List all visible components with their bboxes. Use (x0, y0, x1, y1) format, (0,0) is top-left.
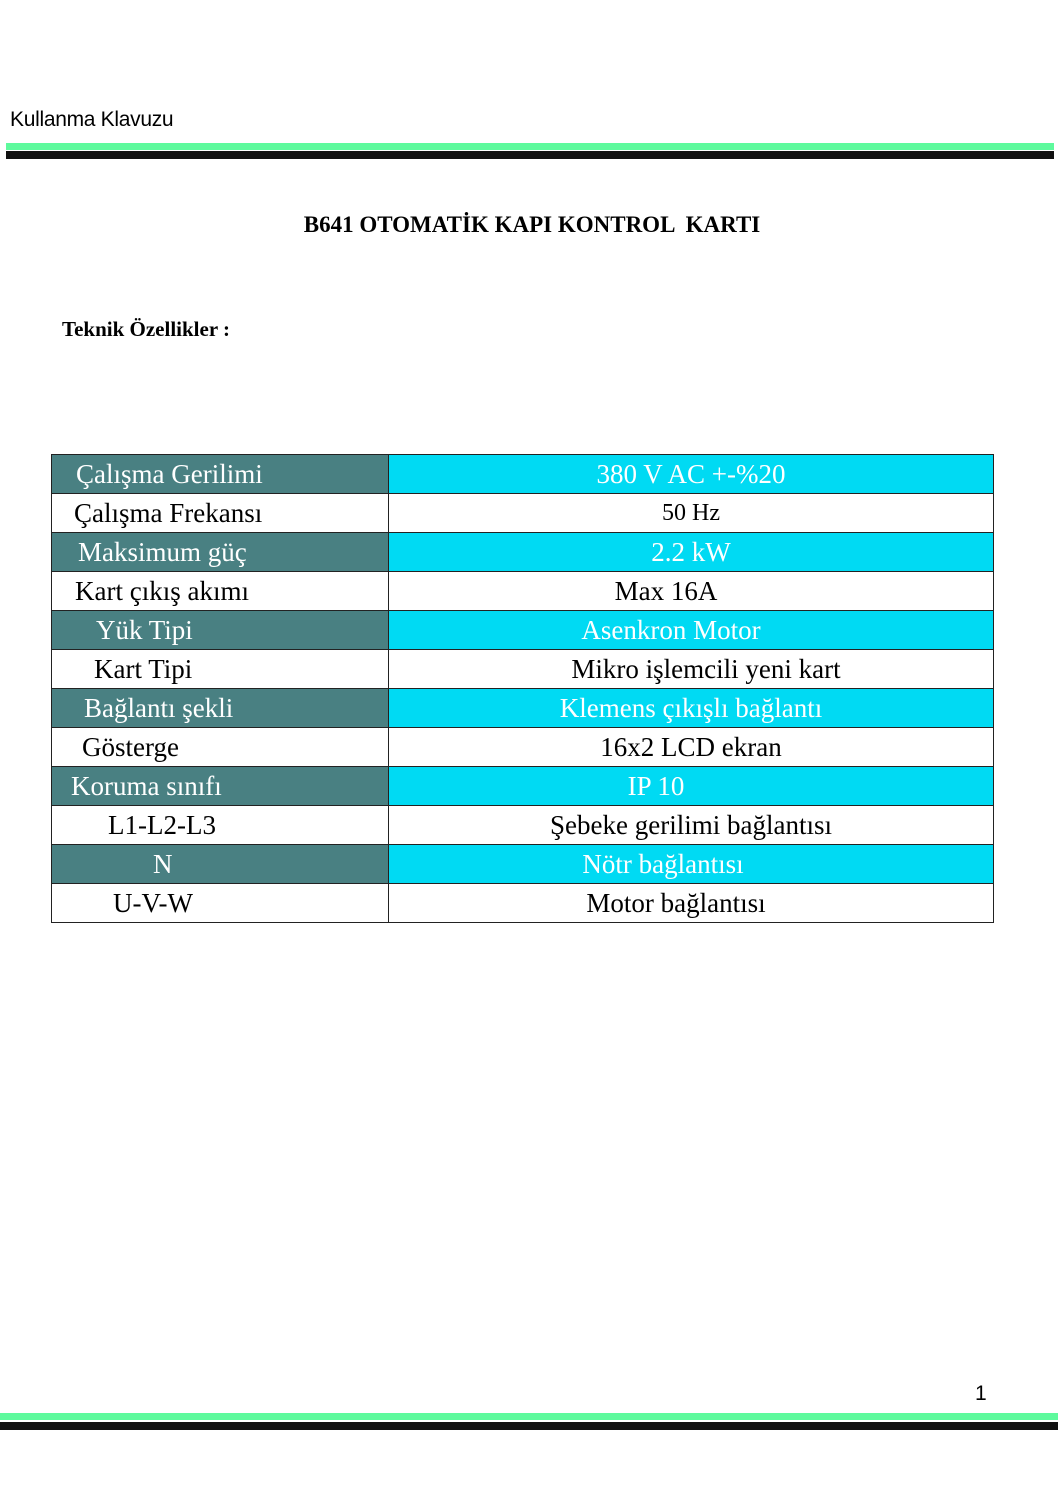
spec-label: Gösterge (52, 728, 389, 767)
header-rule-green (6, 143, 1054, 150)
spec-row-operating-voltage (52, 455, 994, 494)
spec-row-operating-frequency (52, 494, 994, 533)
spec-label: Bağlantı şekli (52, 689, 389, 728)
section-heading: Teknik Özellikler : (62, 317, 231, 341)
spec-value: 50 Hz (389, 494, 994, 533)
spec-row-max-power (52, 533, 994, 572)
spec-row-output-current (52, 572, 994, 611)
spec-label: L1-L2-L3 (52, 806, 389, 845)
spec-label: Çalışma Gerilimi (52, 455, 389, 494)
spec-value: 2.2 kW (389, 533, 994, 572)
spec-label: Kart Tipi (52, 650, 389, 689)
spec-value: Asenkron Motor (389, 611, 994, 650)
spec-table (51, 454, 994, 923)
page-number: 1 (975, 1382, 987, 1405)
spec-label: N (52, 845, 389, 884)
spec-label: Koruma sınıfı (52, 767, 389, 806)
spec-value: Nötr bağlantısı (389, 845, 994, 884)
spec-row-protection-class (52, 767, 994, 806)
spec-value: Şebeke gerilimi bağlantısı (389, 806, 994, 845)
spec-row-neutral-terminal (52, 845, 994, 884)
spec-row-motor-terminals (52, 884, 994, 923)
spec-label: Maksimum güç (52, 533, 389, 572)
document-title: B641 OTOMATİK KAPI KONTROL KARTI (303, 212, 761, 237)
spec-row-mains-terminals (52, 806, 994, 845)
spec-label: Kart çıkış akımı (52, 572, 389, 611)
spec-label: Çalışma Frekansı (52, 494, 389, 533)
spec-value: IP 10 (389, 767, 994, 806)
spec-value: Max 16A (389, 572, 994, 611)
spec-value: Mikro işlemcili yeni kart (389, 650, 994, 689)
spec-label: U-V-W (52, 884, 389, 923)
header-label: Kullanma Klavuzu (10, 108, 174, 131)
spec-value: 16x2 LCD ekran (389, 728, 994, 767)
spec-row-load-type (52, 611, 994, 650)
spec-value: Klemens çıkışlı bağlantı (389, 689, 994, 728)
spec-row-card-type (52, 650, 994, 689)
spec-value: Motor bağlantısı (389, 884, 994, 923)
header-rule-black (6, 151, 1054, 159)
footer-rule-black (0, 1422, 1058, 1430)
spec-row-display (52, 728, 994, 767)
footer-rule-green (0, 1413, 1058, 1420)
spec-label: Yük Tipi (52, 611, 389, 650)
spec-row-connection-type (52, 689, 994, 728)
spec-value: 380 V AC +-%20 (389, 455, 994, 494)
